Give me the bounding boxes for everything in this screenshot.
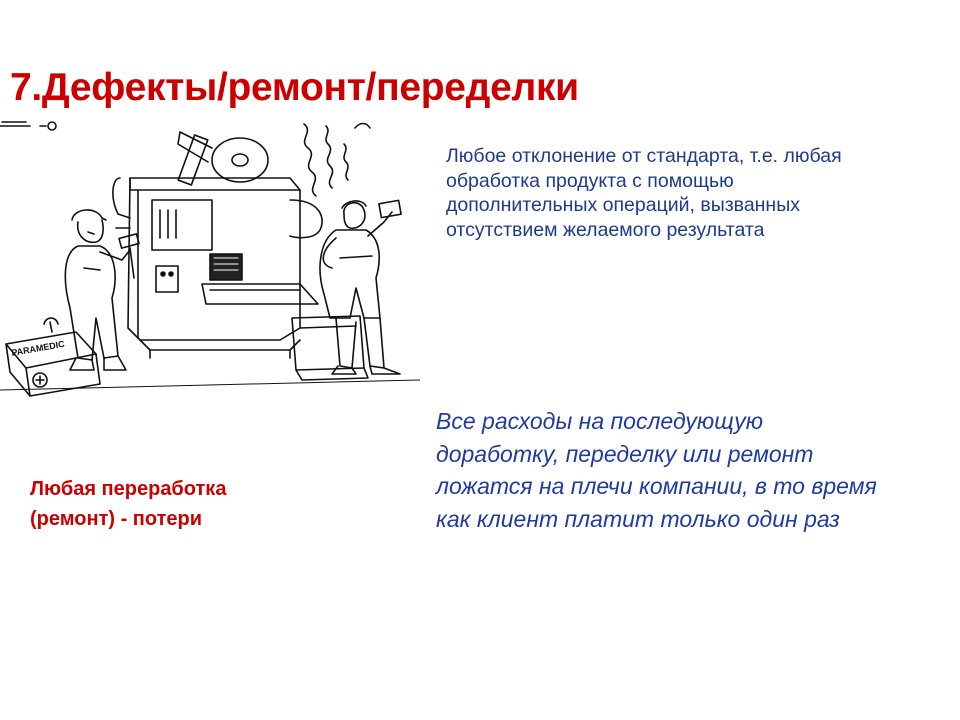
rework-loss-label bbox=[30, 474, 330, 534]
first-aid-box-label: PARAMEDIC bbox=[10, 338, 66, 358]
definition-line: Любое отклонение от стандарта, т.е. любая bbox=[446, 145, 842, 167]
machine-icon bbox=[113, 178, 322, 358]
definition-line: отсутствием желаемого результата bbox=[446, 218, 765, 241]
sign-fragment bbox=[0, 122, 56, 130]
ground-line bbox=[0, 380, 420, 390]
cost-note-line: как клиент платит только один раз bbox=[436, 505, 840, 532]
cost-note-text bbox=[436, 405, 956, 535]
cost-note-line: доработку, переделку или ремонт bbox=[436, 440, 814, 467]
first-aid-box-icon bbox=[6, 318, 100, 396]
rework-loss-line: Любая переработка bbox=[30, 478, 227, 500]
gear-icon bbox=[178, 132, 268, 185]
slide-title: 7.Дефекты/ремонт/переделки bbox=[10, 66, 579, 109]
cost-note-line: Все расходы на последующую bbox=[436, 408, 764, 434]
smoke-icon bbox=[304, 124, 370, 197]
definition-line: обработка продукта с помощью bbox=[446, 169, 734, 192]
definition-text bbox=[446, 144, 946, 242]
cost-note-line: ложатся на плечи компании, в то время bbox=[436, 473, 877, 499]
mechanic-right-figure bbox=[320, 200, 401, 374]
definition-line: дополнительных операций, вызванных bbox=[446, 194, 800, 216]
repair-cartoon-illustration bbox=[0, 118, 420, 398]
crate-icon bbox=[292, 316, 368, 380]
rework-loss-line: (ремонт) - потери bbox=[30, 508, 203, 530]
